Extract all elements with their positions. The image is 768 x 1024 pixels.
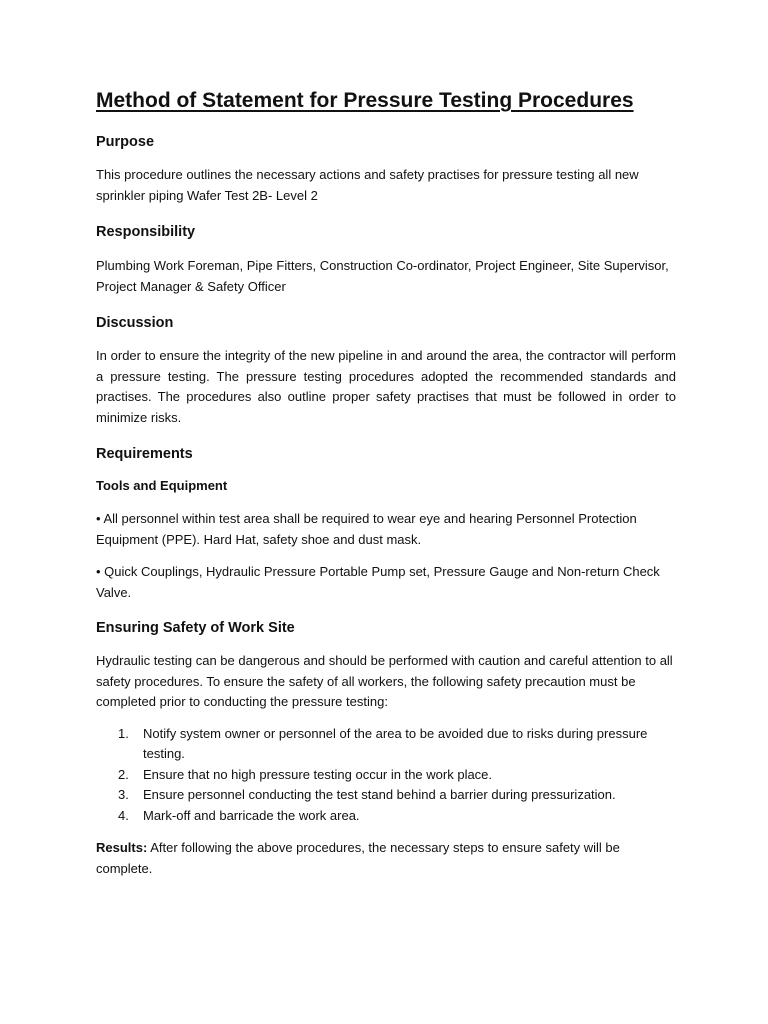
list-item-text: Ensure personnel conducting the test stand behind a barrier during pressurization. <box>143 787 616 802</box>
purpose-heading: Purpose <box>96 134 155 150</box>
list-item <box>96 806 676 827</box>
list-item <box>96 785 676 806</box>
requirement-bullet-ppe: • All personnel within test area shall be required to wear eye and hearing Personnel Protection Equipment (PPE). Hard Hat, safety shoe and dust mask. <box>96 511 637 547</box>
page-title: Method of Statement for Pressure Testing Procedures <box>96 89 634 112</box>
list-item-text: Notify system owner or personnel of the area to be avoided due to risks during pressure testing. <box>143 725 648 761</box>
responsibility-text: Plumbing Work Foreman, Pipe Fitters, Construction Co-ordinator, Project Engineer, Site Supervisor, Project Manager & Safety Officer <box>96 258 669 294</box>
list-item-text: Mark-off and barricade the work area. <box>143 807 360 823</box>
requirement-bullet-equipment: • Quick Couplings, Hydraulic Pressure Portable Pump set, Pressure Gauge and Non-return Check Valve. <box>96 564 660 600</box>
list-item-number: 1. <box>118 725 129 741</box>
requirements-heading: Requirements <box>96 446 193 462</box>
safety-intro-text: Hydraulic testing can be dangerous and should be performed with caution and careful attention to all safety procedures. To ensure the safety of all workers, the following safety precaution must be completed prior to conducting the pressure testing: <box>96 653 673 709</box>
responsibility-heading: Responsibility <box>96 224 196 240</box>
list-item-number: 4. <box>118 807 129 823</box>
list-item-text: Ensure that no high pressure testing occur in the work place. <box>143 766 493 782</box>
list-item-number: 2. <box>118 766 129 782</box>
list-item <box>96 724 676 765</box>
safety-heading: Ensuring Safety of Work Site <box>96 620 295 636</box>
list-item-number: 3. <box>118 787 129 802</box>
results-label: Results: <box>96 840 148 855</box>
tools-equipment-subheading: Tools and Equipment <box>96 478 228 493</box>
discussion-text: In order to ensure the integrity of the new pipeline in and around the area, the contractor will perform a pressure testing. The pressure testing procedures adopted the recommended standards and practises. The procedures also outline proper safety practises that must be followed in order to minimize risks. <box>96 348 676 425</box>
list-item <box>96 765 676 786</box>
results-paragraph <box>96 838 676 879</box>
document-page <box>96 86 676 879</box>
purpose-text: This procedure outlines the necessary actions and safety practises for pressure testing all new sprinkler piping Wafer Test 2B- Level 2 <box>96 167 639 203</box>
safety-steps-list <box>96 724 676 827</box>
results-text: After following the above procedures, the necessary steps to ensure safety will be complete. <box>96 840 620 876</box>
discussion-heading: Discussion <box>96 315 174 331</box>
